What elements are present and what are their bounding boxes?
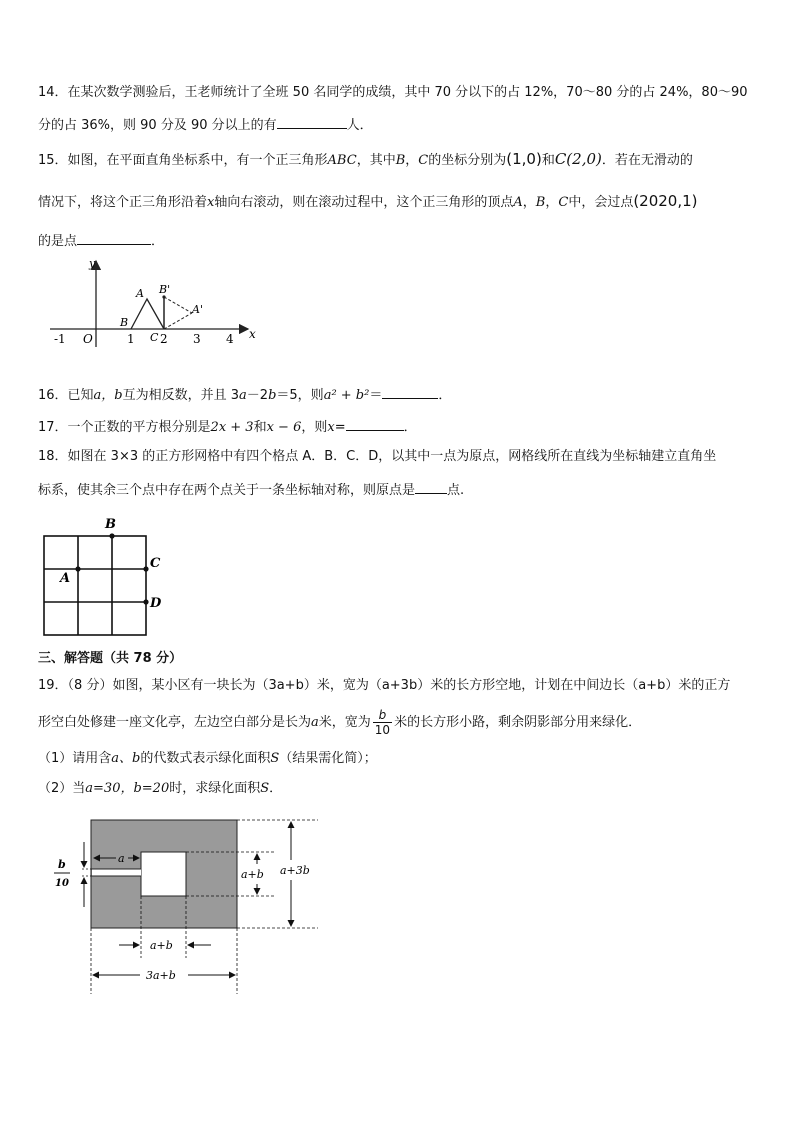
q16-vars: a，b: [93, 388, 123, 403]
q15-t12: 的是点: [38, 234, 78, 249]
q17-t1: 17．一个正数的平方根分别是: [38, 420, 211, 435]
q18-grid-figure: [38, 512, 168, 642]
q16-answer-blank[interactable]: [382, 384, 438, 399]
q19-fraction: [373, 708, 392, 737]
label-a: a: [118, 852, 125, 865]
q15-answer-blank[interactable]: [77, 230, 151, 245]
label-point-b: B: [105, 517, 116, 532]
section3-title-text: 三、解答题（共 78 分）: [38, 651, 183, 666]
q14-text3: 人．: [346, 118, 373, 133]
q18-text2: 标系，使其余三个点中存在两个点关于一条坐标轴对称，则原点是: [38, 483, 416, 498]
label-b: B: [120, 316, 129, 329]
tick-neg1: -1: [54, 332, 66, 346]
q17-t2: 和: [253, 420, 267, 435]
q14-line2: [38, 114, 373, 135]
q19-s2-vals: a=30，b=20: [85, 781, 170, 796]
q15-figure: [40, 255, 260, 350]
q19-figure: [48, 812, 338, 1002]
point-b: [109, 533, 114, 538]
label-apb-vertical: a+b: [241, 868, 264, 881]
q17-line: [38, 416, 417, 437]
q15-t11: 中，会过点: [568, 195, 634, 210]
q17-expr1: 2x + 3: [210, 420, 254, 435]
q19-t2: 米，宽为: [318, 715, 371, 730]
q17-t4: =: [334, 420, 346, 435]
q15-coord-c: C(2,0): [554, 150, 602, 168]
q15-c2: C: [558, 195, 569, 210]
q19-line1: [38, 677, 730, 695]
q15-t7: 情况下，将这个正三角形沿着: [38, 195, 208, 210]
q15-t13: ．: [151, 234, 165, 249]
point-c: [143, 566, 148, 571]
q19-frac-num: b: [373, 708, 392, 723]
q15-t3: ，: [405, 153, 419, 168]
q16-t7: ＝: [369, 388, 383, 403]
q16-t4: －2: [246, 388, 269, 403]
dash-c-ap: [164, 313, 192, 329]
q19-s2-t2: 时，求绿化面积: [169, 781, 261, 796]
q15-b2: B: [535, 195, 546, 210]
q18-text1: 18．如图在 3×3 的正方形网格中有四个格点 A．B．C．D，以其中一点为原点，网格线所在直线为坐标轴建立直角坐: [38, 449, 717, 464]
q16-t1: 16．已知: [38, 388, 94, 403]
label-b-prime: B': [159, 283, 171, 296]
q17-answer-blank[interactable]: [346, 416, 404, 431]
q14-line1: [38, 84, 748, 102]
q19-t3: 米的长方形小路，剩余阴影部分用来绿化．: [394, 715, 642, 730]
label-a: A: [136, 287, 144, 300]
q19-s1-S: S: [270, 751, 280, 766]
q15-t4: 的坐标分别为: [428, 153, 507, 168]
path-strip: [92, 869, 141, 876]
tick-4: 4: [226, 332, 234, 346]
label-ap3b: a+3b: [280, 864, 310, 877]
label-3apb: 3a+b: [146, 969, 176, 982]
q19-line2: [38, 708, 641, 738]
q16-expr: a² + b²: [323, 388, 370, 403]
q19-s2-S: S: [260, 781, 270, 796]
tick-1: 1: [127, 332, 135, 346]
point-d: [143, 599, 148, 604]
q17-x: x: [327, 420, 335, 435]
pavilion-square: [141, 852, 186, 896]
q19-s2-t1: （2）当: [38, 781, 86, 796]
q16-t2: 互为相反数，并且 3: [122, 388, 240, 403]
q19-sub2: [38, 780, 282, 798]
q18-line2: [38, 479, 464, 500]
q18-line1: [38, 448, 716, 466]
q15-a: A: [513, 195, 523, 210]
q15-c: C: [418, 153, 429, 168]
tick-2: 2: [160, 332, 168, 346]
y-axis-label: y: [89, 257, 96, 270]
label-point-a: A: [60, 571, 71, 586]
triangle-abc: [131, 299, 164, 329]
q19-s2-t3: ．: [269, 781, 283, 796]
q15-t6: ．若在无滑动的: [601, 153, 693, 168]
q19-t1: 形空白处修建一座文化亭，左边空白部分是长为: [38, 715, 312, 730]
dash-bp-ap: [164, 297, 192, 313]
q17-expr2: x − 6: [266, 420, 302, 435]
q16-t8: ．: [438, 388, 452, 403]
label-apb-bottom: a+b: [150, 939, 173, 952]
q15-t2: ，其中: [356, 153, 396, 168]
q17-t5: ．: [403, 420, 417, 435]
q18-text3: 点.: [447, 483, 465, 498]
q15-line3: [38, 230, 164, 251]
q19-s1-t2: 的代数式表示绿化面积: [140, 751, 271, 766]
q15-t1: 15．如图，在平面直角坐标系中，有一个正三角形: [38, 153, 328, 168]
q15-t9: ，: [522, 195, 536, 210]
label-c: C: [150, 331, 159, 344]
b10-den: 10: [55, 878, 69, 889]
q15-line2: [38, 192, 698, 212]
x-axis-label: x: [249, 327, 256, 341]
label-a-prime: A': [192, 303, 203, 316]
q17-t3: ，则: [301, 420, 328, 435]
q19-s1-vars: a、b: [111, 751, 141, 766]
q15-b: B: [395, 153, 406, 168]
origin-label: O: [83, 332, 93, 346]
b10-num: b: [58, 858, 66, 871]
q15-coord-b: (1,0): [506, 150, 542, 168]
q19-sub1: [38, 750, 377, 768]
q15-t10: ，: [545, 195, 559, 210]
q14-text1: 14．在某次数学测验后，王老师统计了全班 50 名同学的成绩，其中 70 分以下的占 12%，70～80 分的占 24%，80～90: [38, 85, 748, 100]
section3-title: [38, 650, 182, 668]
q18-answer-blank[interactable]: [415, 479, 447, 494]
q15-point: (2020,1): [633, 192, 698, 210]
label-point-d: D: [150, 596, 162, 611]
q15-x: x: [207, 195, 215, 210]
q19-text1: 19．（8 分）如图，某小区有一块长为（3a+b）米，宽为（a+3b）米的长方形空地，计划在中间边长（a+b）米的正方: [38, 678, 731, 693]
tick-3: 3: [193, 332, 201, 346]
q15-line1: [38, 150, 693, 170]
q16-t6: ＝5，则: [276, 388, 324, 403]
q19-a-var: a: [311, 715, 319, 730]
label-point-c: C: [150, 556, 161, 571]
q14-answer-blank[interactable]: [277, 114, 347, 129]
q16-t5: b: [268, 388, 277, 403]
q15-t5: 和: [541, 153, 555, 168]
point-a: [75, 566, 80, 571]
q19-frac-den: 10: [374, 723, 391, 737]
q16-t3: a: [239, 388, 247, 403]
q16-line: [38, 384, 451, 405]
q14-text2: 分的占 36%，则 90 分及 90 分以上的有: [38, 118, 277, 133]
q19-s1-t1: （1）请用含: [38, 751, 112, 766]
q19-s1-t3: （结果需化简）；: [279, 751, 377, 766]
q15-abc: ABC: [327, 153, 357, 168]
q15-t8: 轴向右滚动，则在滚动过程中，这个正三角形的顶点: [214, 195, 514, 210]
